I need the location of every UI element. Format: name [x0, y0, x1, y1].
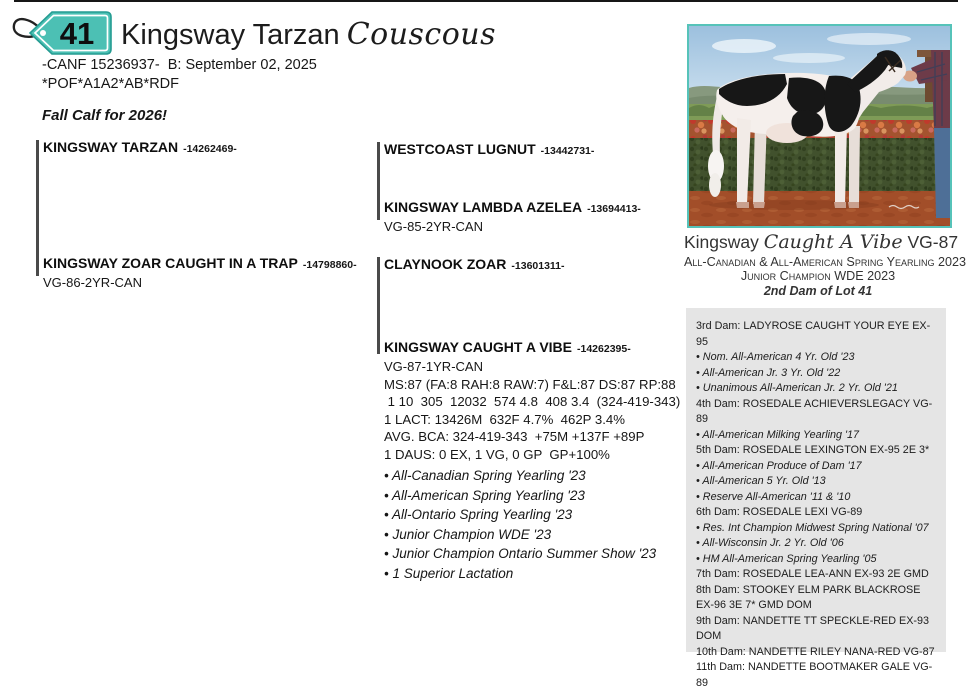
maternal-award: • All-American Milking Yearling '17: [696, 428, 860, 441]
maternal-dam-entry: 11th Dam: NANDETTE BOOTMAKER GALE VG-89: [696, 661, 933, 689]
production-line: 1 DAUS: 0 EX, 1 VG, 0 GP GP+100%: [384, 446, 610, 462]
maternal-award: • All-American Jr. 3 Yr. Old '22: [696, 366, 841, 379]
maternal-award: • Res. Int Champion Midwest Spring National '07: [696, 521, 929, 534]
award-item: • All-Ontario Spring Yearling '23: [384, 507, 573, 523]
sire-dam-score: VG-85-2YR-CAN: [384, 219, 483, 234]
cloud: [827, 33, 911, 45]
pedigree-sire-dam: KINGSWAY LAMBDA AZELEA -13694413- VG-85-2YR-CAN: [384, 199, 641, 234]
handler-jeans: [934, 128, 950, 218]
caption-name: Kingsway Caught A Vibe VG-87: [684, 231, 959, 253]
pedigree-bracket-sire-side: [377, 142, 380, 220]
maternal-dam-entry: 7th Dam: ROSEDALE LEA-ANN EX-93 2E GMD: [696, 568, 929, 580]
registration-line: -CANF 15236937- B: September 02, 2025: [42, 57, 317, 73]
pedigree-sire: KINGSWAY TARZAN -14262469-: [43, 139, 237, 155]
maternal-award: • All-Wisconsin Jr. 2 Yr. Old '06: [696, 537, 844, 549]
caption-champion-line: Junior Champion WDE 2023: [740, 269, 896, 283]
production-line: AVG. BCA: 324-419-343 +75M +137F +89P: [384, 429, 645, 445]
cow-photo: [687, 24, 952, 228]
lot-number: 41: [59, 16, 95, 51]
maternal-dam-entry: 10th Dam: NANDETTE RILEY NANA-RED VG-87: [696, 645, 935, 658]
production-line: 1 10 305 12032 574 4.8 408 3.4 (324-419-343): [384, 394, 681, 410]
dam-dam-production: [384, 376, 680, 463]
maternal-line-box: [686, 308, 946, 689]
animal-title-main: Kingsway Tarzan: [121, 19, 340, 51]
maternal-award: • Unanimous All-American Jr. 2 Yr. Old '21: [696, 382, 898, 394]
animal-title-callname: Couscous: [346, 17, 497, 52]
award-item: • Junior Champion WDE '23: [384, 526, 552, 542]
cow-photo-scene: [689, 26, 950, 226]
award-item: • 1 Superior Lactation: [384, 566, 514, 581]
maternal-award: • All-American Produce of Dam '17: [696, 459, 862, 472]
dam-dam-awards: [384, 466, 680, 584]
maternal-award: • Reserve All-American '11 & '10: [696, 490, 851, 503]
pedigree-dam-dam: KINGSWAY CAUGHT A VIBE -14262395- VG-87-1YR-CAN MS:87 (FA:8 RAH:8 RAW:7) F&L:87 DS:87 RP:88 1 10 305 12032 574 4.8 408 3.4 (324-419-343) 1 LACT: 13426M 632F 4.7% 462P 3.4% AVG. BCA: 324-419-343 +75M +137F +89P 1 DAUS: 0 EX, 1 VG, 0 GP GP+100% • All-Canadian Spring Yearling '23 • All-American Spring Yearling '23 • All-Ontario Spring Yearling '23 • Junior Champion WDE '23 • Junior Champion Ontario Summer Show '23 • 1 Superior Lactation: [384, 339, 680, 584]
caption-name-script: Caught A Vibe: [763, 231, 903, 253]
maternal-dam-entry: 8th Dam: STOOKEY ELM PARK BLACKROSE EX-96 3E 7* GMD DOM: [696, 583, 921, 611]
maternal-award: • HM All-American Spring Yearling '05: [696, 552, 877, 565]
maternal-dam-entry: 6th Dam: ROSEDALE LEXI VG-89: [696, 506, 863, 518]
pedigree-bracket-dam-side: [377, 257, 380, 354]
genetic-codes: *POF*A1A2*AB*RDF: [42, 76, 179, 92]
caption-awards-line: All-Canadian & All-American Spring Yearling 2023: [684, 255, 966, 269]
maternal-award: • Nom. All-American 4 Yr. Old '23: [696, 351, 855, 363]
hedge: [689, 138, 950, 193]
pedigree-sire-sire: WESTCOAST LUGNUT -13442731-: [384, 141, 595, 157]
sale-note: Fall Calf for 2026!: [42, 107, 168, 124]
award-item: • Junior Champion Ontario Summer Show '23: [384, 546, 657, 562]
award-item: • All-Canadian Spring Yearling '23: [384, 468, 586, 484]
cloud: [712, 39, 776, 53]
dam-dam-score: VG-87-1YR-CAN: [384, 359, 483, 374]
cloud: [773, 53, 845, 63]
caption-relation-line: 2nd Dam of Lot 41: [763, 284, 873, 298]
page-top-rule: [14, 0, 958, 2]
lot-tag-icon: [10, 6, 118, 60]
maternal-award: • All-American 5 Yr. Old '13: [696, 475, 826, 487]
tag-hole: [40, 30, 46, 36]
maternal-dam-entry: 4th Dam: ROSEDALE ACHIEVERSLEGACY VG-89: [696, 397, 933, 425]
production-line: MS:87 (FA:8 RAH:8 RAW:7) F&L:87 DS:87 RP:88: [384, 377, 676, 392]
maternal-dam-entry: 5th Dam: ROSEDALE LEXINGTON EX-95 2E 3*: [696, 444, 930, 456]
maternal-dam-entry: 9th Dam: NANDETTE TT SPECKLE-RED EX-93 DOM: [696, 614, 929, 642]
photo-caption: [684, 231, 966, 298]
dam-score: VG-86-2YR-CAN: [43, 275, 142, 290]
pedigree-dam-sire: CLAYNOOK ZOAR -13601311-: [384, 256, 565, 272]
animal-title: [121, 17, 496, 52]
cow-front-leg: [849, 126, 860, 204]
pedigree-bracket-parents: [36, 140, 39, 276]
pedigree-dam: KINGSWAY ZOAR CAUGHT IN A TRAP -14798860- VG-86-2YR-CAN: [43, 255, 357, 290]
maternal-dam-entry: 3rd Dam: LADYROSE CAUGHT YOUR EYE EX-95: [696, 320, 931, 348]
award-item: • All-American Spring Yearling '23: [384, 487, 585, 503]
production-line: 1 LACT: 13426M 632F 4.7% 462P 3.4%: [384, 411, 625, 427]
